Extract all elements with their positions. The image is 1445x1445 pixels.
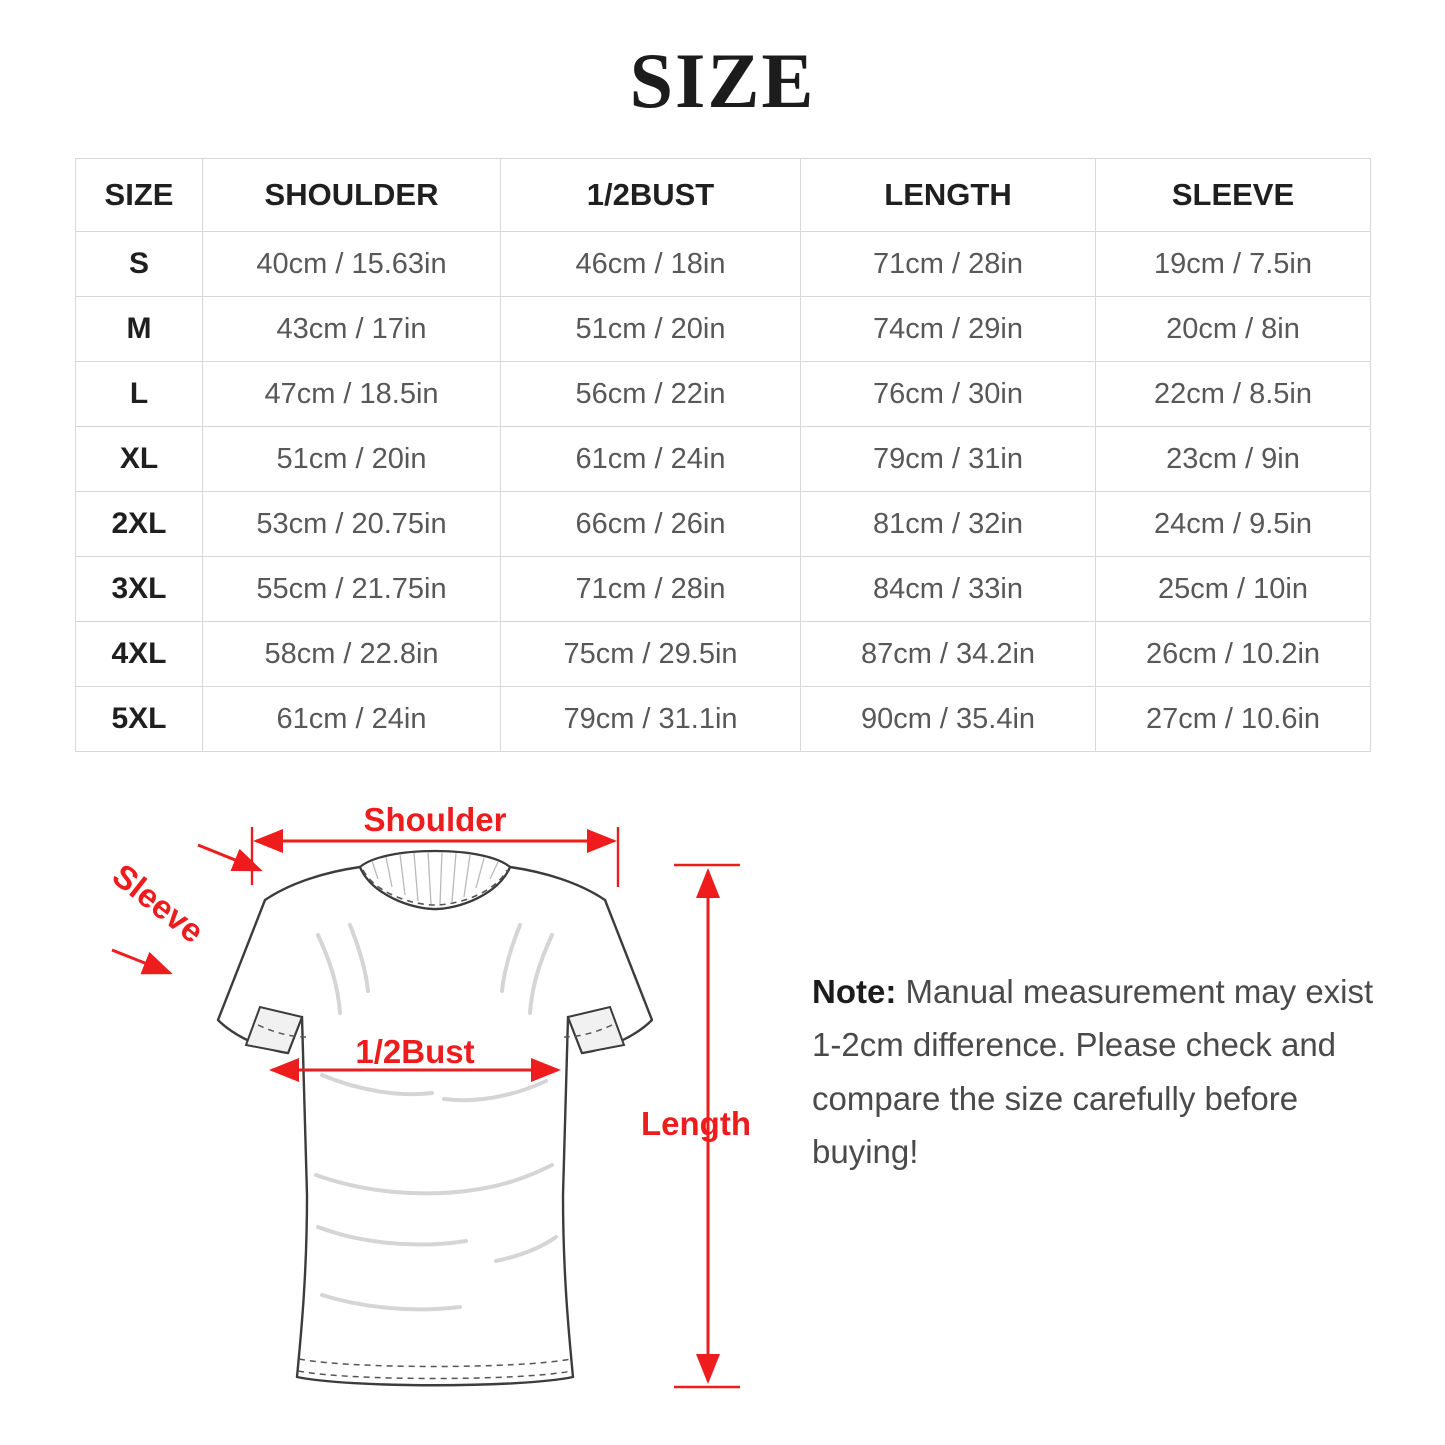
table-row — [76, 362, 1371, 427]
cell-shoulder: 55cm / 21.75in — [203, 557, 501, 622]
sleeve-label: Sleeve — [105, 856, 211, 950]
cell-bust: 61cm / 24in — [501, 427, 801, 492]
cell-shoulder: 58cm / 22.8in — [203, 622, 501, 687]
length-dimension — [641, 865, 751, 1387]
cell-shoulder: 47cm / 18.5in — [203, 362, 501, 427]
table-header-row — [76, 159, 1371, 232]
bust-label: 1/2Bust — [355, 1033, 475, 1070]
cell-size: S — [76, 232, 203, 297]
cell-sleeve: 26cm / 10.2in — [1096, 622, 1371, 687]
page-title: SIZE — [629, 37, 816, 124]
cell-shoulder: 53cm / 20.75in — [203, 492, 501, 557]
cell-length: 74cm / 29in — [801, 297, 1096, 362]
sleeve-dimension — [106, 845, 260, 973]
cell-length: 71cm / 28in — [801, 232, 1096, 297]
cell-size: 4XL — [76, 622, 203, 687]
cell-shoulder: 43cm / 17in — [203, 297, 501, 362]
table-row — [76, 232, 1371, 297]
table-row — [76, 427, 1371, 492]
table-row — [76, 297, 1371, 362]
cell-length: 87cm / 34.2in — [801, 622, 1096, 687]
cell-sleeve: 27cm / 10.6in — [1096, 687, 1371, 752]
column-header-length: LENGTH — [801, 159, 1096, 232]
measurement-note — [812, 965, 1390, 1179]
cell-size: L — [76, 362, 203, 427]
cell-shoulder: 40cm / 15.63in — [203, 232, 501, 297]
cell-sleeve: 20cm / 8in — [1096, 297, 1371, 362]
cell-sleeve: 23cm / 9in — [1096, 427, 1371, 492]
length-label: Length — [641, 1105, 751, 1142]
cell-size: M — [76, 297, 203, 362]
column-header-sleeve: SLEEVE — [1096, 159, 1371, 232]
cell-length: 84cm / 33in — [801, 557, 1096, 622]
cell-sleeve: 19cm / 7.5in — [1096, 232, 1371, 297]
cell-bust: 46cm / 18in — [501, 232, 801, 297]
cell-bust: 71cm / 28in — [501, 557, 801, 622]
column-header-shoulder: SHOULDER — [203, 159, 501, 232]
cell-size: 2XL — [76, 492, 203, 557]
cell-shoulder: 51cm / 20in — [203, 427, 501, 492]
table-row — [76, 492, 1371, 557]
cell-size: XL — [76, 427, 203, 492]
table-row — [76, 557, 1371, 622]
cell-bust: 75cm / 29.5in — [501, 622, 801, 687]
cell-size: 3XL — [76, 557, 203, 622]
cell-shoulder: 61cm / 24in — [203, 687, 501, 752]
note-lead: Note: — [812, 973, 897, 1010]
cell-length: 90cm / 35.4in — [801, 687, 1096, 752]
shoulder-label: Shoulder — [363, 801, 507, 838]
note-text: Manual measurement may exist 1-2cm difference. Please check and compare the size carefully before buying! — [812, 973, 1374, 1171]
column-header-bust: 1/2BUST — [501, 159, 801, 232]
cell-bust: 79cm / 31.1in — [501, 687, 801, 752]
cell-length: 79cm / 31in — [801, 427, 1096, 492]
size-table — [75, 158, 1371, 752]
table-row — [76, 622, 1371, 687]
cell-sleeve: 24cm / 9.5in — [1096, 492, 1371, 557]
cell-bust: 66cm / 26in — [501, 492, 801, 557]
cell-length: 76cm / 30in — [801, 362, 1096, 427]
cell-length: 81cm / 32in — [801, 492, 1096, 557]
cell-sleeve: 22cm / 8.5in — [1096, 362, 1371, 427]
cell-bust: 56cm / 22in — [501, 362, 801, 427]
tshirt-outline — [218, 851, 652, 1385]
tshirt-diagram — [60, 775, 800, 1415]
table-row — [76, 687, 1371, 752]
column-header-size: SIZE — [76, 159, 203, 232]
cell-bust: 51cm / 20in — [501, 297, 801, 362]
cell-sleeve: 25cm / 10in — [1096, 557, 1371, 622]
cell-size: 5XL — [76, 687, 203, 752]
